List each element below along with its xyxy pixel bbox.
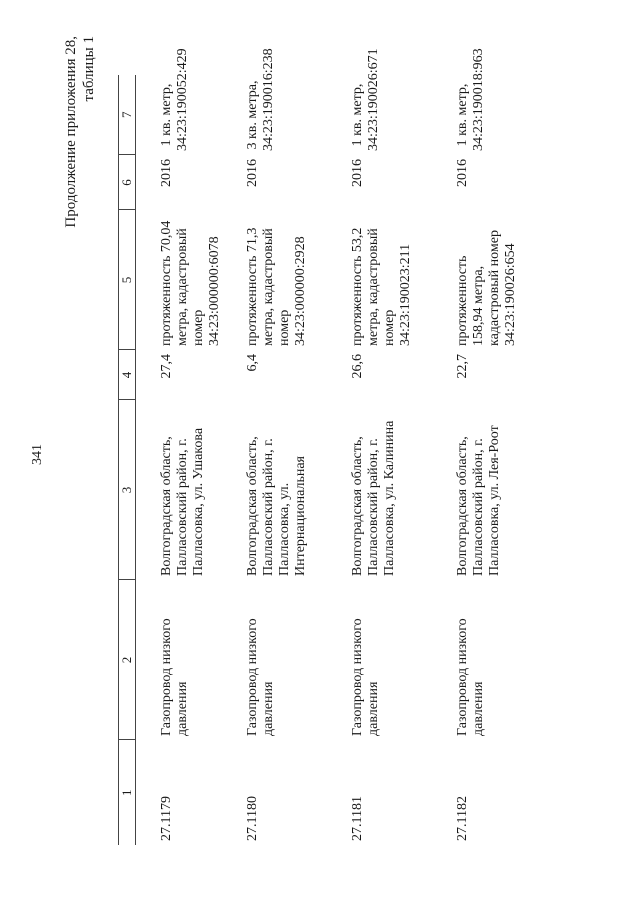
- object-year: 2016: [244, 159, 260, 187]
- object-name: Газопровод низкого давления: [454, 618, 486, 736]
- object-address: Волгоградская область, Палласовский район, г. Палласовка, ул. Калинина: [349, 420, 397, 576]
- object-year: 2016: [454, 159, 470, 187]
- page-number: 341: [30, 444, 45, 465]
- column-header-5: 5: [119, 210, 136, 350]
- object-value: 27,4: [159, 354, 174, 379]
- land-area: 1 кв. метр,: [454, 83, 470, 147]
- land-area: 3 кв. метра,: [244, 80, 260, 150]
- object-description: протяженность 158,94 метра, кадастровый номер 34:23:190026:654: [454, 230, 518, 346]
- column-header-6: 6: [119, 155, 136, 210]
- table-row: [350, 75, 455, 845]
- register-table: [118, 48, 560, 845]
- column-number-row: [119, 75, 136, 845]
- object-address: Волгоградская область, Палласовский район, г. Палласовка, ул. Ушакова: [159, 427, 206, 576]
- object-description: протяженность 70,04 метра, кадастровый номер 34:23:000000:6078: [159, 220, 222, 346]
- object-name: Газопровод низкого давления: [159, 618, 190, 736]
- land-plot: [244, 48, 350, 155]
- row-number: 27.1179: [159, 796, 174, 841]
- land-cadastral-number: 34:23:190018:963: [470, 48, 486, 151]
- row-number: 27.1180: [244, 796, 260, 841]
- land-area: 1 кв. метр,: [349, 83, 365, 147]
- continuation-line-2: таблицы 1: [81, 36, 97, 102]
- object-address: Волгоградская область, Палласовский район, г. Палласовка, ул. Интернациональная: [244, 436, 308, 576]
- column-header-2: 2: [119, 580, 136, 740]
- object-name: Газопровод низкого давления: [244, 618, 276, 736]
- object-value: 26,6: [349, 354, 365, 379]
- object-value: 6,4: [244, 354, 260, 372]
- continuation-heading: [62, 36, 98, 228]
- row-number: 27.1181: [349, 796, 365, 841]
- table-row: [455, 75, 560, 845]
- column-header-7: 7: [119, 75, 136, 155]
- object-name: Газопровод низкого давления: [349, 618, 381, 736]
- table-row: [245, 75, 350, 845]
- object-address: Волгоградская область, Палласовский район, г. Палласовка, ул. Лея-Роот: [454, 425, 502, 576]
- row-number: 27.1182: [454, 796, 470, 841]
- table-row: [136, 75, 245, 845]
- continuation-line-1: Продолжение приложения 28,: [63, 36, 79, 228]
- land-cadastral-number: 34:23:190052:429: [175, 48, 190, 151]
- land-cadastral-number: 34:23:190016:238: [260, 48, 276, 151]
- land-cadastral-number: 34:23:190026:671: [365, 48, 381, 151]
- object-value: 22,7: [454, 354, 470, 379]
- column-header-3: 3: [119, 400, 136, 580]
- column-header-4: 4: [119, 350, 136, 400]
- land-plot: [454, 48, 560, 155]
- object-description: протяженность 53,2 метра, кадастровый номер 34:23:190023:211: [349, 227, 413, 346]
- land-plot: [349, 48, 455, 155]
- object-year: 2016: [349, 159, 365, 187]
- land-plot: [136, 48, 245, 155]
- land-area: 1 кв. метр,: [159, 83, 174, 147]
- column-header-1: 1: [119, 740, 136, 845]
- object-description: протяженность 71,3 метра, кадастровый номер 34:23:000000:2928: [244, 227, 308, 346]
- object-year: 2016: [159, 159, 174, 187]
